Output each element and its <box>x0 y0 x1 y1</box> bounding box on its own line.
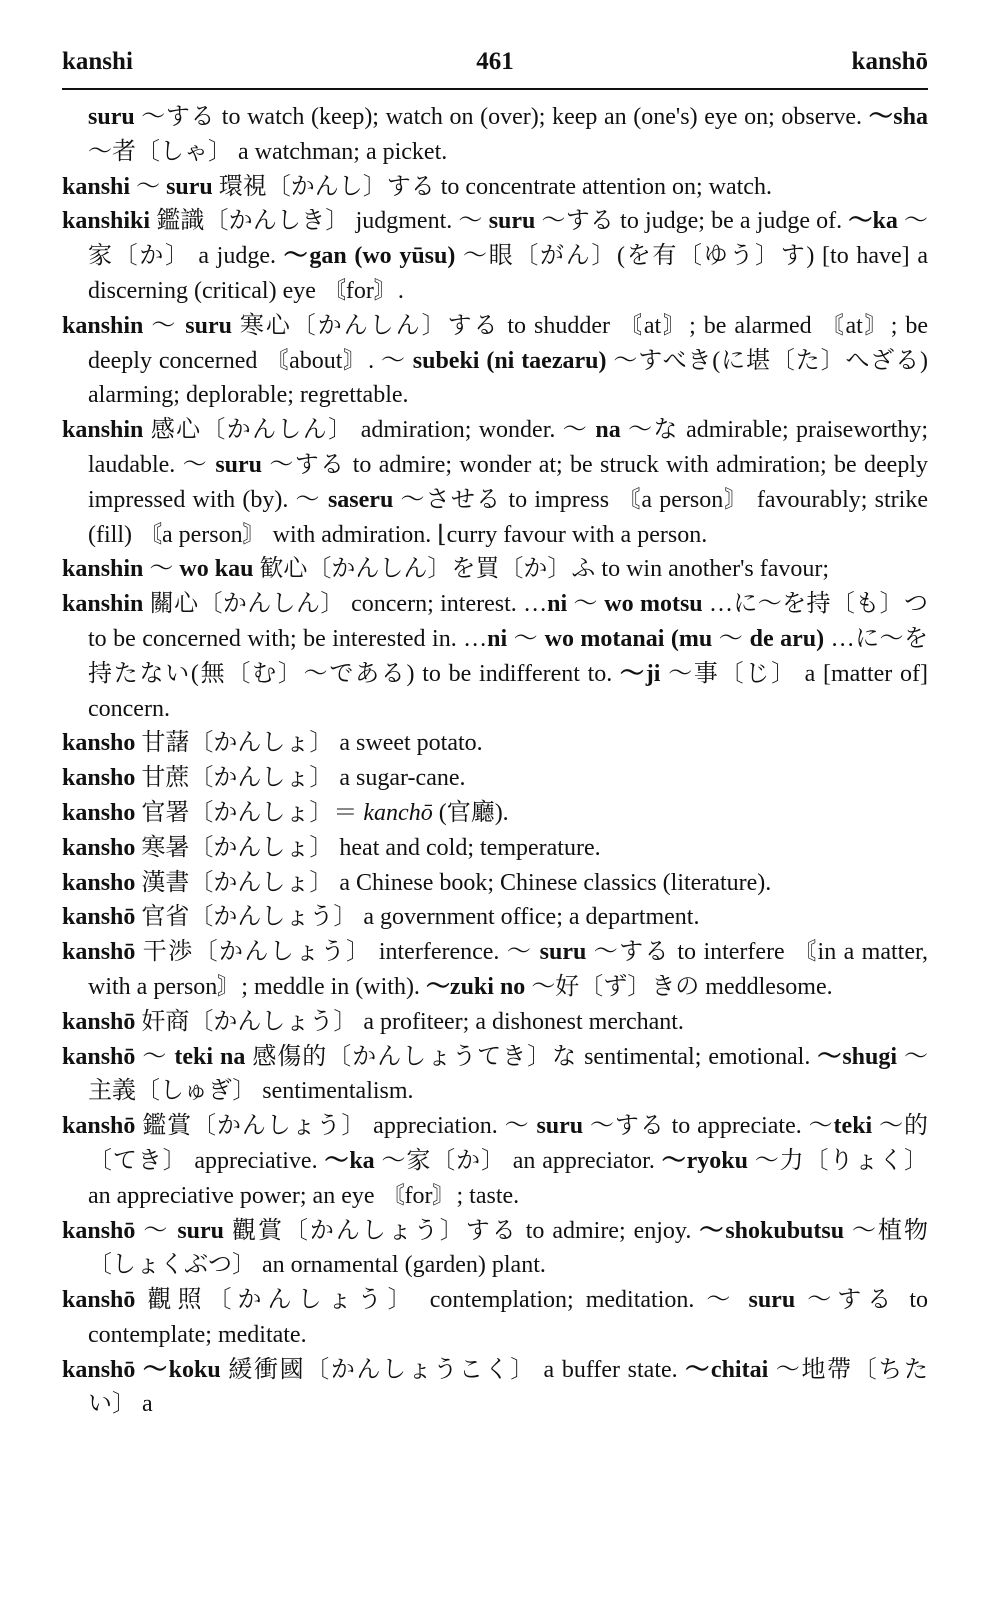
dictionary-entry <box>62 1040 928 1110</box>
entry-text: 感心〔かんしん〕 admiration; wonder. ～ <box>143 417 596 444</box>
entry-text: ～する to appreciate. ～ <box>583 1113 834 1140</box>
romaji-phrase: (mu <box>670 625 713 652</box>
entry-text: ～眼〔がん〕(を有〔ゆう〕す) [to have] a discerning (critical) eye 〘for〙. <box>88 243 928 304</box>
entry-text: ～家〔か〕 an appreciator. <box>374 1147 662 1174</box>
dictionary-entry <box>62 1214 928 1284</box>
entry-text: ～ <box>143 312 186 339</box>
entry-text: ～ <box>712 625 750 652</box>
romaji-phrase: wo motanai <box>544 625 665 652</box>
headword: kansho <box>62 869 136 896</box>
entry-text: ～者〔しゃ〕 a watchman; a picket. <box>88 138 448 165</box>
entry-text: ～力〔りょく〕 an appreciative power; an eye 〘for〙; taste. <box>88 1147 928 1209</box>
headword: kanshō <box>62 1113 136 1140</box>
entry-text: ～すべき(に堪〔た〕へざる) alarming; deplorable; regrettable. <box>88 347 928 409</box>
headword: kansho <box>62 765 136 792</box>
entry-text: ～主義〔しゅぎ〕 sentimentalism. <box>88 1043 929 1105</box>
headword: kanshiki <box>62 208 151 235</box>
headword: kanshō <box>62 1217 136 1244</box>
headword: kanshō <box>62 1043 136 1070</box>
romaji-phrase: teki na <box>174 1043 246 1070</box>
dictionary-entry <box>62 796 928 831</box>
entry-text <box>135 1357 143 1383</box>
romaji-phrase: ～ryoku <box>661 1147 748 1174</box>
romaji-phrase: ～zuki no <box>425 973 526 1000</box>
entry-text: 漢書〔かんしょ〕 a Chinese book; Chinese classics (literature). <box>135 869 772 896</box>
entry-text: ～する to judge; be a judge of. <box>535 208 849 235</box>
dictionary-entry <box>62 866 928 901</box>
entry-text: ～ <box>143 556 180 583</box>
entry-text: 緩衝國〔かんしょうこく〕 a buffer state. <box>220 1356 686 1383</box>
romaji-phrase: ～ka <box>324 1147 375 1174</box>
entry-text: 寒心〔かんしん〕する to shudder 〘at〙; be alarmed 〘at〙; be deeply concerned 〘about〙. ～ <box>88 312 929 374</box>
dictionary-entry <box>62 1109 928 1213</box>
entry-text: 官省〔かんしょう〕 a government office; a department. <box>135 904 700 931</box>
romaji-phrase: wo motsu <box>604 591 703 618</box>
entry-text: ～する to watch (keep); watch on (over); keep an (one's) eye on; observe. <box>134 104 869 130</box>
entry-text: ～ <box>135 1043 175 1070</box>
headword: kanshō <box>62 904 136 931</box>
dictionary-entries <box>62 100 928 1422</box>
entry-text: ～的〔てき〕 appreciative. <box>88 1113 928 1174</box>
entry-text: 甘蔗〔かんしょ〕 a sugar-cane. <box>135 765 466 792</box>
entry-text: (官廳). <box>432 799 509 826</box>
italic-ref: kanchō <box>363 799 433 826</box>
dictionary-entry <box>62 309 928 413</box>
entry-text: 環視〔かんし〕する to concentrate attention on; watch. <box>212 173 772 200</box>
romaji-phrase: (ni taezaru) <box>486 347 607 374</box>
headword: kansho <box>62 834 136 861</box>
header-rule <box>62 88 928 90</box>
romaji-phrase: suru <box>748 1287 796 1314</box>
entry-text: 關心〔かんしん〕 concern; interest. … <box>143 591 548 618</box>
dictionary-entry <box>62 100 928 170</box>
dictionary-entry <box>62 170 928 205</box>
romaji-phrase: suru <box>177 1217 225 1244</box>
romaji-phrase: ～ji <box>620 660 661 687</box>
romaji-phrase: de aru) <box>749 625 825 652</box>
romaji-phrase: ～koku <box>143 1356 221 1383</box>
romaji-phrase: teki <box>833 1113 873 1140</box>
entry-text: 干渉〔かんしょう〕 interference. ～ <box>135 939 540 966</box>
entry-text: ～ <box>507 625 545 652</box>
entry-text: ～する to admire; wonder at; be struck with admiration; be deeply impressed with (by). ～ <box>88 451 928 513</box>
romaji-phrase: saseru <box>327 486 394 513</box>
headword: kanshō <box>62 1287 136 1314</box>
romaji-phrase: (wo yūsu) <box>354 243 456 270</box>
headword: kanshin <box>62 312 144 339</box>
dictionary-entry <box>62 726 928 761</box>
romaji-phrase: ～ka <box>848 208 898 235</box>
entry-text: 官署〔かんしょ〕＝ <box>135 799 364 826</box>
headword: kanshō <box>62 1356 136 1383</box>
romaji-phrase: suru <box>88 104 135 130</box>
dictionary-entry <box>62 1283 928 1353</box>
entry-text: ～好〔ず〕きの meddlesome. <box>525 973 833 1000</box>
romaji-phrase: na <box>595 417 621 444</box>
romaji-phrase: suru <box>488 208 536 235</box>
romaji-phrase: ～chitai <box>685 1356 769 1383</box>
romaji-phrase: ～shugi <box>817 1043 898 1070</box>
entry-text: ～ <box>567 591 605 618</box>
dictionary-entry <box>62 1005 928 1040</box>
entry-text: 甘藷〔かんしょ〕 a sweet potato. <box>135 730 483 757</box>
entry-text: 鑑識〔かんしき〕 judgment. ～ <box>150 208 489 235</box>
dictionary-entry <box>62 831 928 866</box>
headword: kanshō <box>62 939 136 966</box>
romaji-phrase: suru <box>215 451 263 478</box>
headword: kanshin <box>62 556 144 583</box>
romaji-phrase: wo kau <box>179 556 254 583</box>
romaji-phrase: ～sha <box>868 104 928 130</box>
headword: kanshin <box>62 591 144 618</box>
dictionary-entry <box>62 761 928 796</box>
entry-text: 奸商〔かんしょう〕 a profiteer; a dishonest merchant. <box>135 1008 684 1035</box>
romaji-phrase: ni <box>547 591 568 618</box>
dictionary-entry <box>62 413 928 552</box>
entry-text: 觀賞〔かんしょう〕する to admire; enjoy. <box>224 1217 700 1244</box>
entry-text: 感傷的〔かんしょうてき〕な sentimental; emotional. <box>245 1043 818 1070</box>
dictionary-entry <box>62 587 928 726</box>
entry-text: …に～を持たない(無〔む〕～である) to be indifferent to. <box>88 625 929 687</box>
romaji-phrase: ～gan <box>283 243 347 270</box>
entry-text: ～ <box>130 173 167 200</box>
entry-text: ～ <box>135 1217 178 1244</box>
running-head-right: kanshō <box>851 48 928 75</box>
headword: kanshō <box>62 1008 136 1035</box>
headword: kansho <box>62 730 136 757</box>
dictionary-entry <box>62 204 928 308</box>
page-number: 461 <box>476 48 514 75</box>
running-head-left: kanshi <box>62 48 133 75</box>
entry-text: ～植物〔しょくぶつ〕 an ornamental (garden) plant. <box>88 1217 929 1279</box>
romaji-phrase: suru <box>166 173 213 200</box>
dictionary-entry <box>62 900 928 935</box>
romaji-phrase: subeki <box>412 347 480 374</box>
entry-text: ～事〔じ〕 a [matter of] concern. <box>88 660 928 722</box>
dictionary-entry <box>62 552 928 587</box>
romaji-phrase: ni <box>487 625 508 652</box>
entry-text: 寒暑〔かんしょ〕 heat and cold; temperature. <box>135 834 601 861</box>
entry-text: …に～を持〔も〕つ to be concerned with; be interested in. … <box>88 591 929 652</box>
dictionary-entry <box>62 1353 928 1423</box>
dictionary-entry <box>62 935 928 1005</box>
entry-text: 觀照〔かんしょう〕 contemplation; meditation. ～ <box>135 1287 749 1314</box>
headword: kansho <box>62 799 136 826</box>
entry-text: 鑑賞〔かんしょう〕 appreciation. ～ <box>135 1113 537 1140</box>
romaji-phrase: suru <box>536 1113 584 1140</box>
entry-text: 歓心〔かんしん〕を買〔か〕ふ to win another's favour; <box>253 556 830 583</box>
page-header <box>62 40 928 92</box>
headword: kanshin <box>62 417 144 444</box>
entry-text: ～させる to impress 〘a person〙 favourably; strike (fill) 〘a person〙 with admiration. ⌊curry favour with a person. <box>88 486 928 548</box>
romaji-phrase: ～shokubutsu <box>699 1217 845 1244</box>
entry-text: ～する to contemplate; meditate. <box>88 1287 928 1348</box>
entry-text: ～地帶〔ちたい〕 a <box>88 1356 929 1418</box>
romaji-phrase: suru <box>539 939 587 966</box>
entry-text: ～な admirable; praiseworthy; laudable. ～ <box>88 417 928 478</box>
entry-text: ～する to interfere 〘in a matter, with a person〙; meddle in (with). <box>88 939 928 1000</box>
headword: kanshi <box>62 173 131 200</box>
entry-text: ～家〔か〕 a judge. <box>88 208 928 270</box>
romaji-phrase: suru <box>185 312 232 339</box>
